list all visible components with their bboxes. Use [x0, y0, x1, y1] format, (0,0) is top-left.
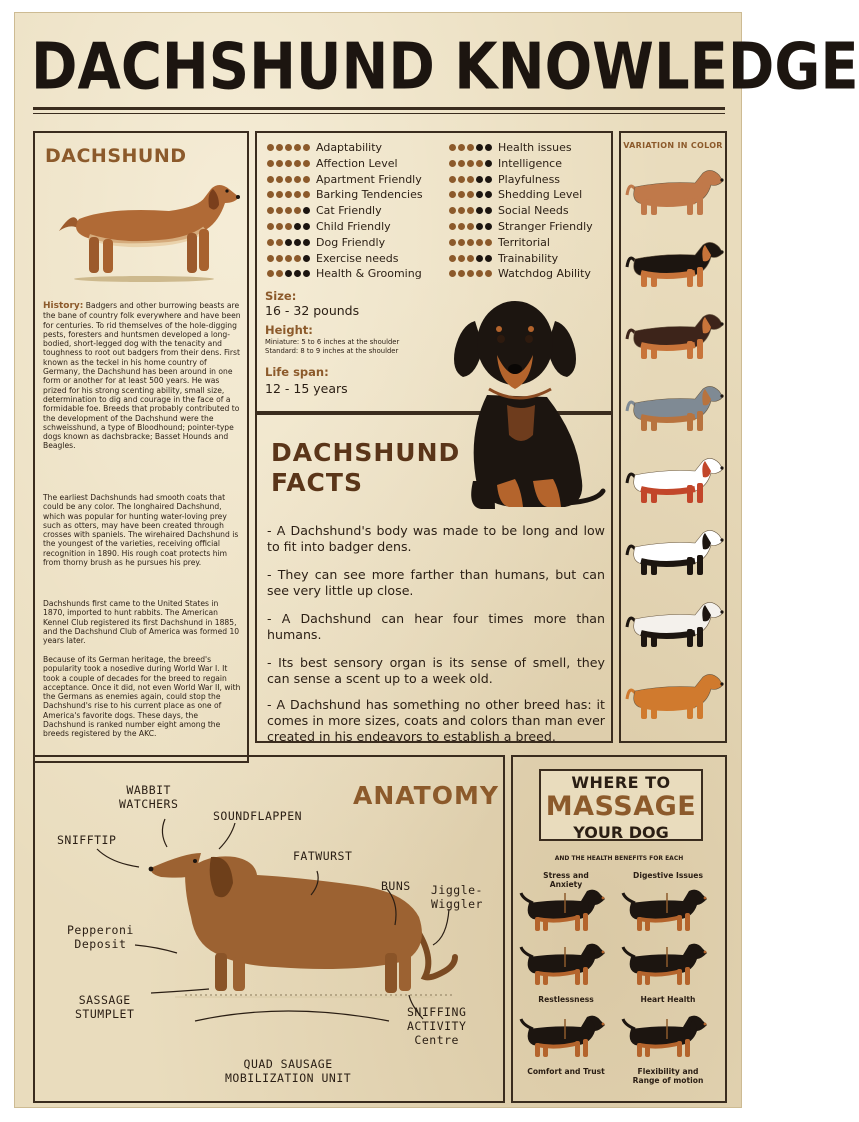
rating-dot — [276, 176, 283, 183]
rating-dot — [294, 191, 301, 198]
title-rule-thick — [33, 107, 725, 110]
label-wabbit-watchers: WABBIT WATCHERS — [119, 783, 179, 811]
rating-dot — [303, 191, 310, 198]
usa-paragraph: Dachshunds first came to the United States in 1870, imported to hunt rabbits. The American Kennel Club registered its first Dachshund in 1885, and the Dachshund Club of America was formed 10 years later. — [43, 599, 240, 646]
rating-dot — [467, 144, 474, 151]
rating-dots — [449, 176, 492, 183]
rating-dots — [449, 207, 492, 214]
rating-dot — [285, 270, 292, 277]
trait-label: Shedding Level — [498, 188, 583, 202]
rating-dots — [267, 160, 310, 167]
rating-dot — [285, 207, 292, 214]
rating-dots — [267, 144, 310, 151]
massage-dog-icon — [517, 943, 615, 993]
rating-dot — [476, 176, 483, 183]
rating-dots — [449, 270, 492, 277]
massage-spot-label: Digestive Issues — [633, 871, 703, 880]
trait-label: Playfulness — [498, 172, 561, 186]
color-variation-panel — [619, 131, 727, 743]
trait-label: Affection Level — [316, 156, 398, 170]
rating-dot — [294, 239, 301, 246]
title-rule-thin — [33, 113, 725, 114]
heritage-paragraph: Because of its German heritage, the breed's popularity took a nosedive during World War I. It took a couple of decades for the breed to regain acceptance. Once it did, not even World War II, with the Germans as enemies again, could stop the Dachshund's rise to his current place as one of America's favorite dogs. These days, the Dachshund is ranked number eight among the breeds registered by the AKC. — [43, 655, 241, 739]
rating-dot — [476, 144, 483, 151]
color-dog-orange — [627, 674, 724, 719]
trait-row — [449, 188, 582, 201]
rating-dots — [449, 255, 492, 262]
anatomy-panel — [33, 755, 505, 1103]
rating-dot — [294, 144, 301, 151]
rating-dot — [449, 223, 456, 230]
history-label: History: — [43, 301, 84, 311]
trait-row — [449, 252, 558, 265]
rating-dot — [485, 239, 492, 246]
label-fatwurst: FATWURST — [293, 849, 353, 863]
massage-dog-icon — [517, 1015, 615, 1065]
rating-dot — [267, 223, 274, 230]
massage-dog-icon — [619, 943, 717, 993]
rating-dot — [294, 207, 301, 214]
rating-dots — [449, 223, 492, 230]
rating-dots — [449, 239, 492, 246]
trait-label: Social Needs — [498, 204, 569, 218]
massage-spot-label: Heart Health — [640, 995, 696, 1004]
trait-label: Child Friendly — [316, 220, 391, 233]
rating-dot — [485, 223, 492, 230]
color-dog-red — [627, 170, 724, 215]
rating-dot — [458, 223, 465, 230]
massage-where-to: WHERE TO — [571, 773, 671, 792]
size-value: 16 - 32 pounds — [265, 303, 360, 318]
rating-dot — [267, 191, 274, 198]
color-dog-black-and-tan — [627, 242, 724, 287]
trait-row — [449, 267, 591, 280]
height-label: Height: — [265, 323, 313, 337]
rating-dot — [485, 207, 492, 214]
trait-row — [449, 236, 550, 249]
label-sassage-stumplet: SASSAGE STUMPLET — [75, 993, 135, 1021]
massage-panel — [511, 755, 727, 1103]
trait-row — [449, 173, 560, 186]
massage-dog-icon — [619, 889, 717, 939]
rating-dot — [285, 239, 292, 246]
trait-label: Dog Friendly — [316, 235, 386, 249]
trait-label: Barking Tendencies — [316, 188, 423, 202]
rating-dot — [476, 239, 483, 246]
rating-dot — [267, 255, 274, 262]
trait-row — [267, 267, 422, 280]
rating-dot — [294, 255, 301, 262]
trait-row — [449, 141, 572, 154]
trait-label: Intelligence — [498, 156, 563, 170]
trait-label: Watchdog Ability — [498, 267, 591, 281]
label-snifftip: SNIFFTIP — [57, 833, 117, 847]
trait-label: Cat Friendly — [316, 204, 382, 218]
rating-dot — [458, 255, 465, 262]
rating-dot — [467, 223, 474, 230]
rating-dot — [458, 191, 465, 198]
sitting-dachshund-photo — [437, 285, 607, 515]
rating-dot — [449, 144, 456, 151]
fact-item: - Its best sensory organ is its sense of smell, they can sense a scent up to a week old. — [267, 655, 605, 686]
massage-heading: MASSAGE — [545, 791, 697, 822]
rating-dot — [276, 191, 283, 198]
lifespan-label: Life span: — [265, 365, 329, 379]
rating-dot — [303, 160, 310, 167]
trait-label: Adaptability — [316, 141, 383, 154]
rating-dot — [294, 160, 301, 167]
rating-dot — [303, 255, 310, 262]
rating-dot — [476, 191, 483, 198]
trait-row — [449, 220, 593, 233]
trait-row — [267, 173, 422, 186]
rating-dot — [449, 207, 456, 214]
rating-dot — [485, 255, 492, 262]
rating-dot — [467, 255, 474, 262]
trait-label: Health & Grooming — [316, 267, 422, 281]
rating-dot — [449, 160, 456, 167]
rating-dot — [476, 160, 483, 167]
trait-row — [267, 141, 382, 154]
trait-label: Stranger Friendly — [498, 220, 593, 233]
label-buns: BUNS — [381, 879, 411, 893]
rating-dots — [449, 160, 492, 167]
rating-dot — [476, 270, 483, 277]
rating-dot — [267, 176, 274, 183]
color-dog-red-piebald — [627, 458, 724, 503]
history-heading: DACHSHUND — [45, 145, 187, 167]
height-standard: Standard: 8 to 9 inches at the shoulder — [265, 347, 399, 355]
rating-dot — [476, 223, 483, 230]
label-soundflappen: SOUNDFLAPPEN — [213, 809, 303, 823]
rating-dot — [467, 270, 474, 277]
color-dog-chocolate-and-tan — [627, 314, 724, 359]
rating-dot — [303, 176, 310, 183]
rating-dot — [467, 239, 474, 246]
facts-heading-line2: FACTS — [271, 468, 363, 497]
rating-dot — [303, 207, 310, 214]
color-dog-black-piebald — [627, 530, 724, 575]
rating-dot — [458, 144, 465, 151]
lifespan-value: 12 - 15 years — [265, 381, 348, 396]
trait-label: Trainability — [498, 251, 559, 265]
rating-dots — [449, 144, 492, 151]
rating-dot — [458, 270, 465, 277]
rating-dot — [267, 160, 274, 167]
fact-item: - A Dachshund can hear four times more than humans. — [267, 611, 605, 642]
trait-label: Apartment Friendly — [316, 172, 422, 186]
rating-dot — [276, 144, 283, 151]
rating-dot — [276, 270, 283, 277]
trait-row — [267, 188, 423, 201]
rating-dots — [267, 207, 310, 214]
rating-dots — [267, 239, 310, 246]
label-quad-sausage: QUAD SAUSAGE MOBILIZATION UNIT — [225, 1057, 352, 1085]
rating-dot — [485, 191, 492, 198]
rating-dot — [267, 270, 274, 277]
rating-dot — [449, 270, 456, 277]
rating-dots — [267, 270, 310, 277]
fact-item: - They can see more farther than humans, but can see very little up close. — [267, 567, 605, 598]
rating-dots — [449, 191, 492, 198]
massage-subtitle: AND THE HEALTH BENEFITS FOR EACH — [554, 855, 684, 862]
trait-label: Health issues — [498, 141, 572, 154]
rating-dots — [267, 223, 310, 230]
fact-item: - A Dachshund has something no other breed has: it comes in more sizes, coats and colors than man ever created in his endeavors to establish a breed. — [267, 697, 605, 744]
rating-dot — [276, 255, 283, 262]
massage-spot-label: Flexibility and Range of motion — [632, 1067, 704, 1085]
rating-dot — [276, 160, 283, 167]
rating-dot — [485, 270, 492, 277]
trait-row — [267, 204, 382, 217]
massage-spot-label: Stress and Anxiety — [543, 871, 589, 889]
rating-dot — [476, 255, 483, 262]
rating-dot — [285, 160, 292, 167]
rating-dot — [449, 191, 456, 198]
history-paragraph — [43, 301, 241, 451]
massage-dog-icon — [619, 1015, 717, 1065]
massage-spot-label: Comfort and Trust — [527, 1067, 605, 1076]
label-jiggle-wiggler: Jiggle- Wiggler — [431, 883, 483, 911]
history-text: Badgers and other burrowing beasts are the bane of country folk everywhere and have been for centuries. To rid themselves of the hole-digging pests, foresters and huntsmen developed a long-bodied, short-legged dog with the tenacity and toughness to root out badgers from their dens. First known as the teckel in his home country of Germany, the Dachshund has been around in one form or another for at least 500 years. He was prized for his strong scenting ability, small size, determination to dig and courage in the face of a formidable foe. Breeds that probably contributed to the development of the Dachshund were the schweisshund, a type of Bloodhound; pointer-type dogs known as dachsbracke; Basset Hounds and Beagles. — [43, 301, 241, 451]
rating-dot — [303, 239, 310, 246]
massage-spot-label: Restlessness — [538, 995, 594, 1004]
label-sniffing-activity-centre: SNIFFING ACTIVITY Centre — [407, 1005, 467, 1047]
massage-your-dog: YOUR DOG — [573, 823, 669, 842]
standing-dachshund-illustration — [49, 167, 239, 285]
trait-label: Exercise needs — [316, 251, 399, 265]
color-dog-blue-dapple — [627, 386, 724, 431]
rating-dot — [467, 191, 474, 198]
rating-dot — [294, 223, 301, 230]
color-variation-heading: VARIATION IN COLOR — [623, 141, 723, 150]
rating-dots — [267, 255, 310, 262]
rating-dot — [467, 176, 474, 183]
poster — [14, 12, 859, 1108]
rating-dot — [267, 239, 274, 246]
rating-dot — [467, 207, 474, 214]
label-pepperoni-deposit: Pepperoni Deposit — [67, 923, 134, 951]
rating-dots — [267, 176, 310, 183]
massage-title-box — [539, 769, 703, 841]
coats-paragraph: The earliest Dachshunds had smooth coats that could be any color. The longhaired Dachshund, which was popular for hunting water-loving prey such as otters, may have been created through crosses with spaniels. The wirehaired Dachshund is the youngest of the varieties, receiving official recognition in 1890. His rough coat protects him from thorny brush as he pursues his prey. — [43, 493, 239, 568]
rating-dot — [485, 176, 492, 183]
anatomy-heading: ANATOMY — [353, 781, 499, 810]
trait-row — [267, 236, 385, 249]
facts-heading-line1: DACHSHUND — [271, 438, 461, 467]
trait-row — [267, 220, 391, 233]
rating-dot — [276, 207, 283, 214]
rating-dot — [458, 207, 465, 214]
rating-dot — [285, 176, 292, 183]
rating-dot — [449, 255, 456, 262]
trait-label: Territorial — [498, 235, 550, 249]
page-title: DACHSHUND KNOWLEDGE — [31, 30, 859, 105]
rating-dot — [285, 144, 292, 151]
rating-dot — [485, 144, 492, 151]
rating-dot — [267, 207, 274, 214]
color-dog-black-dapple — [627, 602, 724, 647]
trait-row — [267, 252, 399, 265]
trait-row — [449, 204, 569, 217]
height-miniature: Miniature: 5 to 6 inches at the shoulder — [265, 338, 400, 346]
rating-dot — [458, 160, 465, 167]
color-variation-dogs — [625, 155, 725, 739]
rating-dot — [285, 191, 292, 198]
rating-dot — [285, 223, 292, 230]
rating-dot — [285, 255, 292, 262]
rating-dots — [267, 191, 310, 198]
rating-dot — [476, 207, 483, 214]
dachshund-history-panel — [33, 131, 249, 763]
fact-item: - A Dachshund's body was made to be long and low to fit into badger dens. — [267, 523, 605, 554]
massage-dog-icon — [517, 889, 615, 939]
rating-dot — [467, 160, 474, 167]
rating-dot — [458, 239, 465, 246]
size-label: Size: — [265, 289, 297, 303]
rating-dot — [458, 176, 465, 183]
rating-dot — [294, 176, 301, 183]
rating-dot — [449, 239, 456, 246]
rating-dot — [276, 223, 283, 230]
rating-dot — [449, 176, 456, 183]
rating-dot — [303, 223, 310, 230]
rating-dot — [294, 270, 301, 277]
rating-dot — [303, 144, 310, 151]
rating-dot — [303, 270, 310, 277]
rating-dot — [276, 239, 283, 246]
rating-dot — [485, 160, 492, 167]
trait-row — [449, 157, 562, 170]
trait-row — [267, 157, 398, 170]
rating-dot — [267, 144, 274, 151]
